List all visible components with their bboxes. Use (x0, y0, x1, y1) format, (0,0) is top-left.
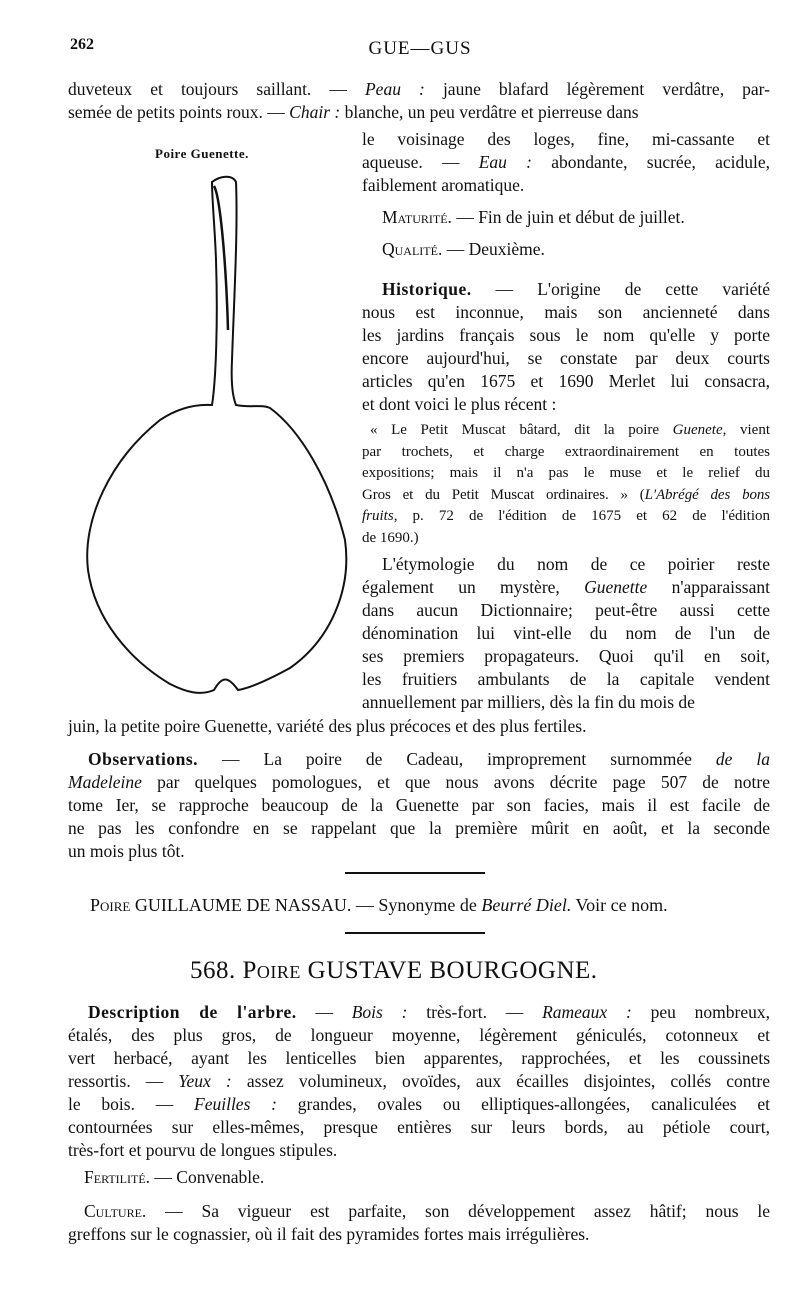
text-line (68, 1047, 770, 1070)
text-segment: de 1690.) (362, 529, 419, 546)
text-segment: — La poire de Cadeau, improprement surnommée (198, 749, 716, 769)
text-segment: Description de l'arbre. (88, 1002, 297, 1022)
fertilite (84, 1166, 770, 1189)
text-segment: ressortis. — (68, 1071, 179, 1091)
text-segment: faiblement aromatique. (362, 175, 525, 195)
para-etymologie (362, 553, 770, 714)
text-segment: — L'origine de cette variété (471, 279, 770, 299)
synonym-entry (90, 895, 668, 916)
text-segment: peu nombreux, (631, 1002, 770, 1022)
text-line (362, 347, 770, 370)
text-line (68, 1001, 770, 1024)
text-segment: Chair : (289, 102, 341, 122)
text-segment: Guenette (584, 577, 648, 597)
quote (362, 420, 770, 549)
synonym-label: Poire (90, 895, 131, 915)
text-segment: — Deuxième. (442, 239, 545, 259)
text-segment: assez volumineux, ovoïdes, aux écailles disjointes, collés contre (231, 1071, 770, 1091)
para-top (68, 78, 770, 124)
text-segment: Feuilles : (194, 1094, 277, 1114)
text-segment: contournées sur elles-mêmes, presque entières sur leurs bords, au pétiole court, (68, 1117, 770, 1137)
para-historique (362, 278, 770, 416)
text-segment: Observations. (88, 749, 199, 769)
text-line (362, 174, 770, 197)
text-line (362, 301, 770, 324)
text-line (68, 1223, 770, 1246)
text-segment: Guenete (672, 422, 723, 438)
text-segment: et dont voici le plus récent : (362, 394, 557, 414)
text-segment: jaune blafard légèrement verdâtre, par- (424, 79, 770, 99)
text-line (68, 1139, 770, 1162)
synonym-ref: Beurré Diel. (481, 895, 572, 915)
text-segment: Eau : (478, 152, 532, 172)
text-segment: juin, la petite poire Guenette, variété des plus précoces et des plus fertiles. (68, 716, 587, 736)
text-segment: n'apparaissant (647, 577, 770, 597)
para-flesh-cont (362, 128, 770, 197)
text-segment: par quelques pomologues, et que nous avons décrite page 507 de notre (141, 772, 770, 792)
text-segment: grandes, ovales ou elliptiques-allongées, canaliculées et (277, 1094, 770, 1114)
text-line (68, 794, 770, 817)
synonym-text: — Synonyme de (351, 895, 482, 915)
text-line (68, 78, 770, 101)
text-segment: annuellement par milliers, dès la fin du mois de (362, 692, 695, 712)
text-segment: semée de petits points roux. — (68, 102, 290, 122)
entry-heading (190, 957, 598, 985)
qualite (382, 238, 770, 261)
text-segment: par trochets, et charge extraordinairement en toutes (362, 443, 770, 460)
divider (345, 872, 485, 874)
text-segment: L'étymologie du nom de ce poirier reste (382, 554, 770, 574)
text-segment: abondante, sucrée, acidule, (532, 152, 770, 172)
text-line (68, 748, 770, 771)
para-description (68, 1001, 770, 1162)
text-segment: Maturité. (382, 207, 452, 227)
text-line (362, 691, 770, 714)
text-line (84, 1166, 770, 1189)
text-line (362, 599, 770, 622)
text-line (68, 1070, 770, 1093)
text-line (362, 463, 770, 485)
text-segment: greffons sur le cognassier, où il fait des pyramides fortes mais irrégulières. (68, 1224, 590, 1244)
synonym-name: GUILLAUME DE NASSAU. (134, 895, 352, 915)
text-segment: Bois : (351, 1002, 408, 1022)
text-line (68, 101, 770, 124)
text-segment: fruits (362, 508, 394, 524)
text-segment: également un mystère, (362, 577, 585, 597)
text-segment: — Sa vigueur est parfaite, son développement assez hâtif; nous le (146, 1201, 770, 1221)
text-line (362, 485, 770, 507)
text-segment: ne pas les confondre en se rappelant que la première mûrit en août, et la seconde (68, 818, 770, 838)
text-line (68, 817, 770, 840)
text-segment: tome Ier, se rapproche beaucoup de la Guenette par son facies, mais il est facile de (68, 795, 770, 815)
text-line (362, 128, 770, 151)
text-segment: Historique. (382, 279, 472, 299)
text-segment: étalés, des plus gros, de longueur moyenne, légèrement géniculés, cotonneux et (68, 1025, 770, 1045)
text-segment: Rameaux : (542, 1002, 632, 1022)
text-segment: expositions; mais il n'a pas le muse et le relief du (362, 465, 770, 481)
text-segment: Yeux : (178, 1071, 232, 1091)
text-segment: duveteux et toujours saillant. — (68, 79, 365, 99)
text-segment: Fertilité. (84, 1167, 151, 1187)
text-line (68, 1024, 770, 1047)
text-segment: Culture. (84, 1201, 147, 1221)
text-line (362, 420, 770, 442)
text-segment: un mois plus tôt. (68, 841, 185, 861)
text-segment: Peau : (364, 79, 425, 99)
maturite (382, 206, 770, 229)
entry-number: 568. (190, 957, 236, 984)
text-line (362, 278, 770, 301)
text-segment: articles qu'en 1675 et 1690 Merlet lui consacra, (362, 371, 770, 391)
text-line (362, 528, 770, 550)
text-segment: dénomination lui vint-elle du nom de l'un de (362, 623, 770, 643)
text-segment: les fruitiers ambulants de la capitale vendent (362, 669, 770, 689)
page-number: 262 (70, 36, 94, 53)
text-segment: — Convenable. (150, 1167, 265, 1187)
text-segment: blanche, un peu verdâtre et pierreuse dans (340, 102, 639, 122)
text-line (362, 442, 770, 464)
text-line (68, 1200, 770, 1223)
text-line (68, 771, 770, 794)
text-line (362, 576, 770, 599)
running-head: GUE—GUS (368, 38, 472, 59)
text-line (68, 715, 770, 738)
text-line (68, 1116, 770, 1139)
text-segment: le bois. — (68, 1094, 195, 1114)
divider (345, 932, 485, 934)
text-line (362, 393, 770, 416)
text-segment: le voisinage des loges, fine, mi-cassante et (362, 129, 770, 149)
text-line (362, 553, 770, 576)
para-culture (68, 1200, 770, 1246)
text-line (362, 151, 770, 174)
text-segment: vert herbacé, ayant les lenticelles bien apparentes, rapprochées, et les coussinets (68, 1048, 770, 1068)
text-segment: — (296, 1002, 352, 1022)
para-etymologie-end (68, 715, 770, 738)
text-line (68, 840, 770, 863)
text-segment: très-fort. — (407, 1002, 543, 1022)
text-line (362, 645, 770, 668)
text-segment: , p. 72 de l'édition de 1675 et 62 de l'édition (393, 508, 770, 524)
text-line (362, 370, 770, 393)
text-segment: encore aujourd'hui, se constate par deux courts (362, 348, 770, 368)
synonym-tail: Voir ce nom. (571, 895, 668, 915)
text-segment: ses premiers propagateurs. Quoi qu'il en soit, (362, 646, 770, 666)
text-segment: de la (715, 749, 770, 769)
para-observations (68, 748, 770, 863)
text-segment: très-fort et pourvu de longues stipules. (68, 1140, 338, 1160)
text-segment: aqueuse. — (362, 152, 479, 172)
figure-caption: Poire Guenette. (155, 146, 249, 161)
text-line (382, 238, 770, 261)
text-segment: — Fin de juin et début de juillet. (451, 207, 685, 227)
text-line (68, 1093, 770, 1116)
text-segment: « Le Petit Muscat bâtard, dit la poire (370, 422, 673, 438)
text-segment: nous est inconnue, mais son ancienneté dans (362, 302, 770, 322)
text-segment: Qualité. (382, 239, 443, 259)
text-segment: dans aucun Dictionnaire; peut-être aussi cette (362, 600, 770, 620)
entry-label: Poire (242, 957, 301, 984)
text-segment: les jardins français sous le nom qu'elle y porte (362, 325, 770, 345)
text-line (362, 506, 770, 528)
text-segment: Gros et du Petit Muscat ordinaires. » ( (362, 486, 645, 503)
text-line (382, 206, 770, 229)
text-line (362, 324, 770, 347)
text-line (362, 668, 770, 691)
entry-name: GUSTAVE BOURGOGNE. (307, 957, 598, 984)
text-segment: L'Abrégé des bons (644, 486, 770, 503)
text-segment: , vient (722, 422, 770, 438)
text-segment: Madeleine (68, 772, 142, 792)
text-line (362, 622, 770, 645)
